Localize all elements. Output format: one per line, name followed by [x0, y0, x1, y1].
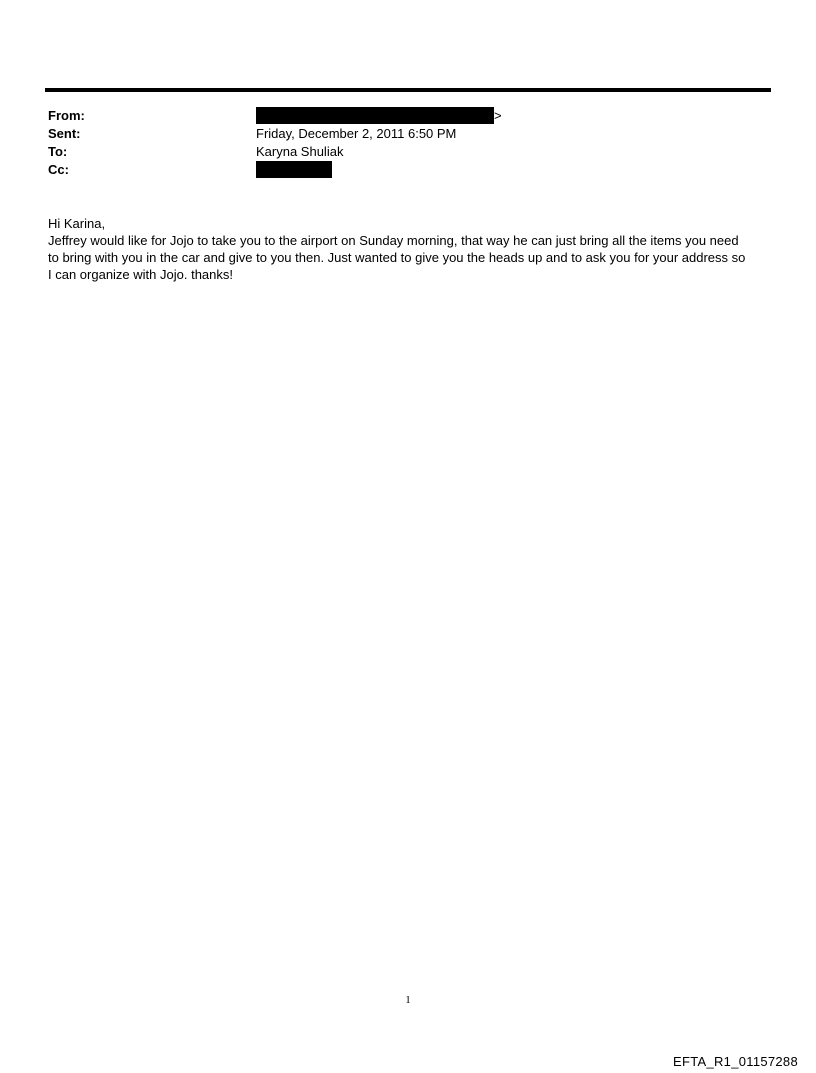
from-value	[256, 107, 502, 125]
sent-row	[48, 125, 748, 143]
from-row	[48, 107, 748, 125]
body-paragraph: Jeffrey would like for Jojo to take you to the airport on Sunday morning, that way he can just bring all the items you need to bring with you in the car and give to you then. Just wanted to give you the heads up and to ask you for your address so I can organize with Jojo. thanks!	[48, 233, 746, 282]
email-header	[48, 107, 748, 179]
to-value: Karyna Shuliak	[256, 144, 344, 159]
cc-row	[48, 161, 748, 179]
from-suffix: >	[494, 108, 502, 123]
cc-value	[256, 161, 332, 179]
from-label: From:	[48, 108, 85, 123]
redaction-block	[256, 107, 494, 124]
greeting: Hi Karina,	[48, 216, 106, 231]
redaction-block	[256, 161, 332, 178]
to-label: To:	[48, 144, 68, 159]
email-body	[48, 215, 748, 283]
document-id: EFTA_R1_01157288	[672, 1054, 798, 1069]
sent-value: Friday, December 2, 2011 6:50 PM	[256, 126, 457, 141]
page-number: 1	[405, 994, 411, 1006]
header-divider	[45, 88, 771, 92]
cc-label: Cc:	[48, 162, 69, 177]
to-row	[48, 143, 748, 161]
sent-label: Sent:	[48, 126, 81, 141]
